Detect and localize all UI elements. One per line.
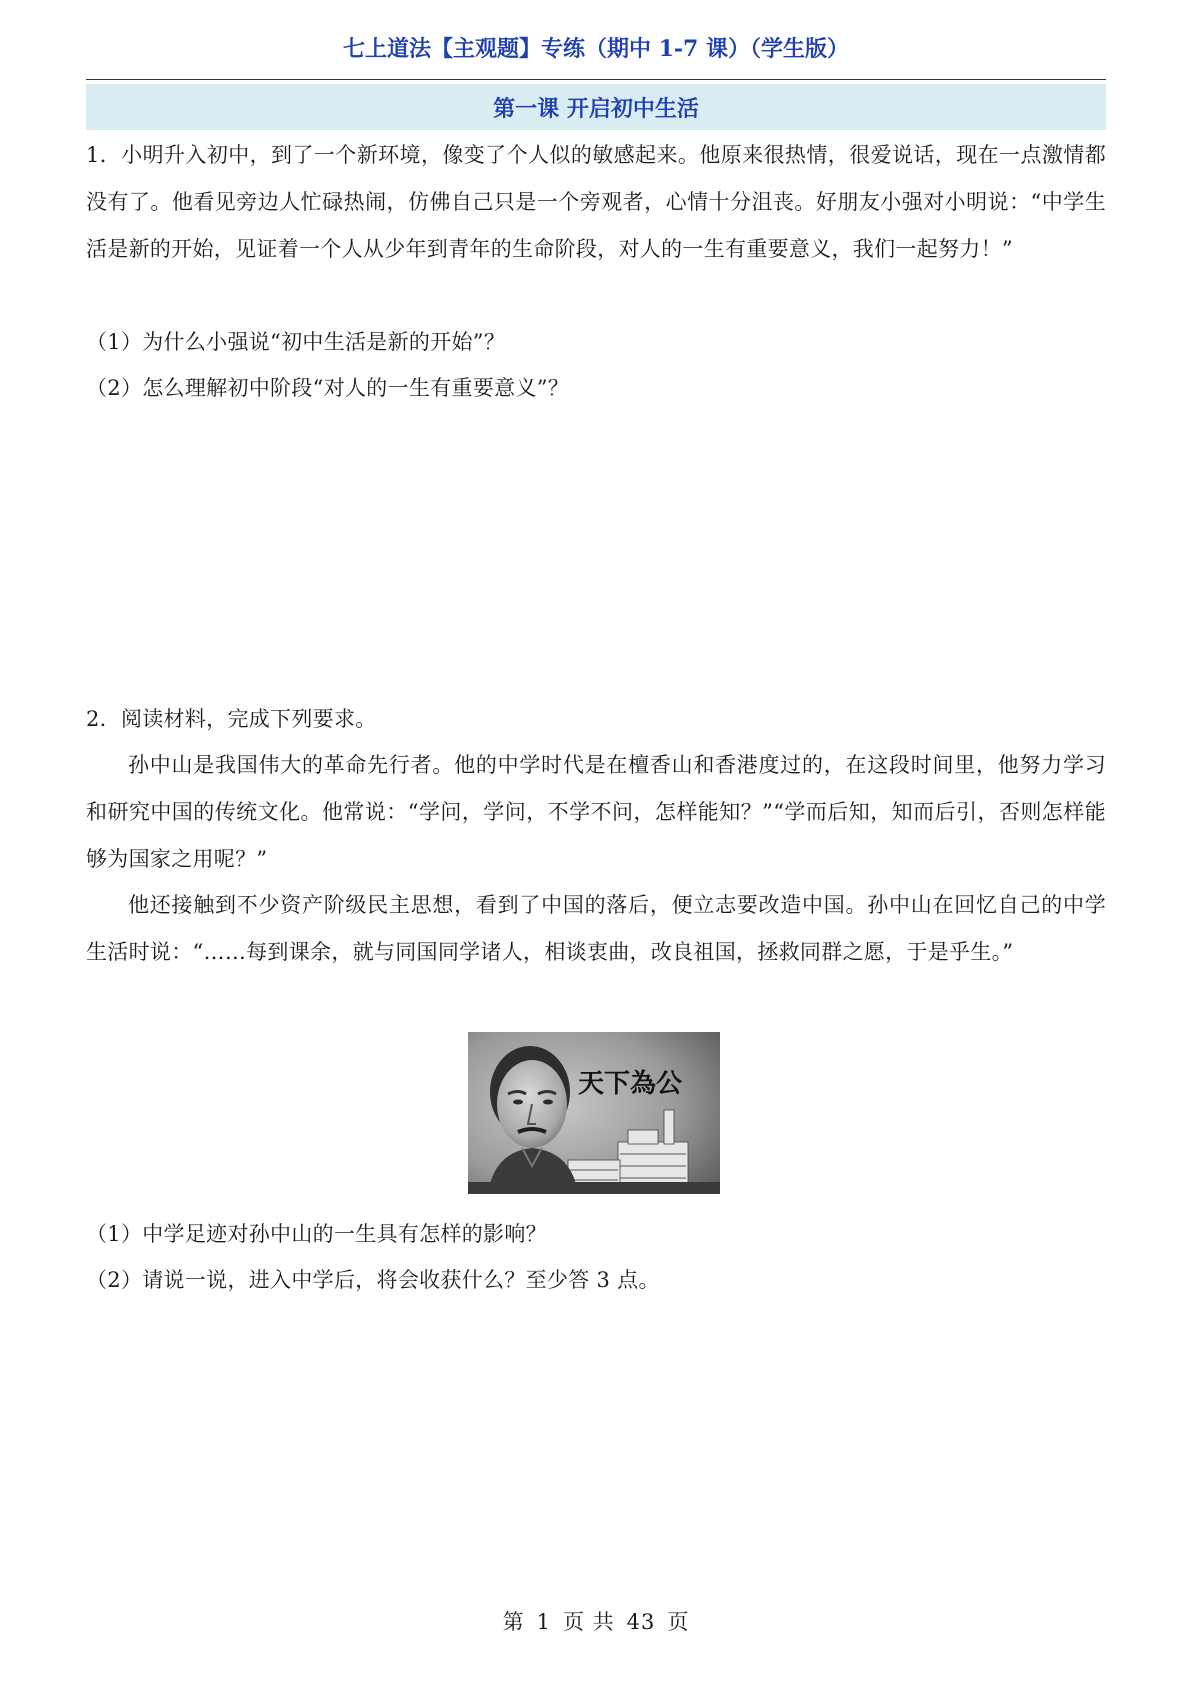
- header-divider: [86, 79, 1106, 80]
- page-footer: [86, 1606, 1106, 1636]
- question-1-stem: 1．小明升入初中，到了一个新环境，像变了个人似的敏感起来。他原来很热情，很爱说话，现在一点激情都没有了。他看见旁边人忙碌热闹，仿佛自己只是一个旁观者，心情十分沮丧。好朋友小强对小明说：“中学生活是新的开始，见证着一个人从少年到青年的生命阶段，对人的一生有重要意义，我们一起努力！”: [86, 143, 1106, 261]
- question-2-material-paragraph-1: 孙中山是我国伟大的革命先行者。他的中学时代是在檀香山和香港度过的，在这段时间里，他努力学习和研究中国的传统文化。他常说：“学问，学问，不学不问，怎样能知？”“学而后知，知而后引，否则怎样能够为国家之用呢？”: [86, 753, 1106, 871]
- footer-middle: 页 共: [562, 1610, 615, 1634]
- question-2-subquestion-2: （2）请说一说，进入中学后，将会收获什么？至少答 3 点。: [86, 1268, 660, 1292]
- question-2-subquestion-1: （1）中学足迹对孙中山的一生具有怎样的影响？: [86, 1222, 547, 1246]
- question-1-subquestion-2: （2）怎么理解初中阶段“对人的一生有重要意义”？: [86, 376, 570, 400]
- document-title: 七上道法【主观题】专练（期中 1-7 课）（学生版）: [342, 36, 850, 62]
- page-total: 43: [626, 1610, 656, 1634]
- lesson-banner: [86, 84, 1106, 130]
- calligraphy-text: 天下為公: [578, 1069, 683, 1099]
- question-2-material-paragraph-2: 他还接触到不少资产阶级民主思想，看到了中国的落后，便立志要改造中国。孙中山在回忆自己的中学生活时说：“……每到课余，就与同国同学诸人，相谈衷曲，改良祖国，拯救同群之愿，于是乎生。”: [86, 893, 1106, 964]
- question-1-subquestion-1: （1）为什么小强说“初中生活是新的开始”？: [86, 330, 506, 354]
- page-number: 1: [536, 1610, 551, 1634]
- lesson-title: 第一课 开启初中生活: [493, 95, 699, 122]
- footer-prefix: 第: [502, 1610, 525, 1634]
- question-2-stem: 2．阅读材料，完成下列要求。: [86, 707, 377, 731]
- footer-suffix: 页: [667, 1610, 690, 1634]
- sun-yat-sen-photo: [468, 1032, 720, 1194]
